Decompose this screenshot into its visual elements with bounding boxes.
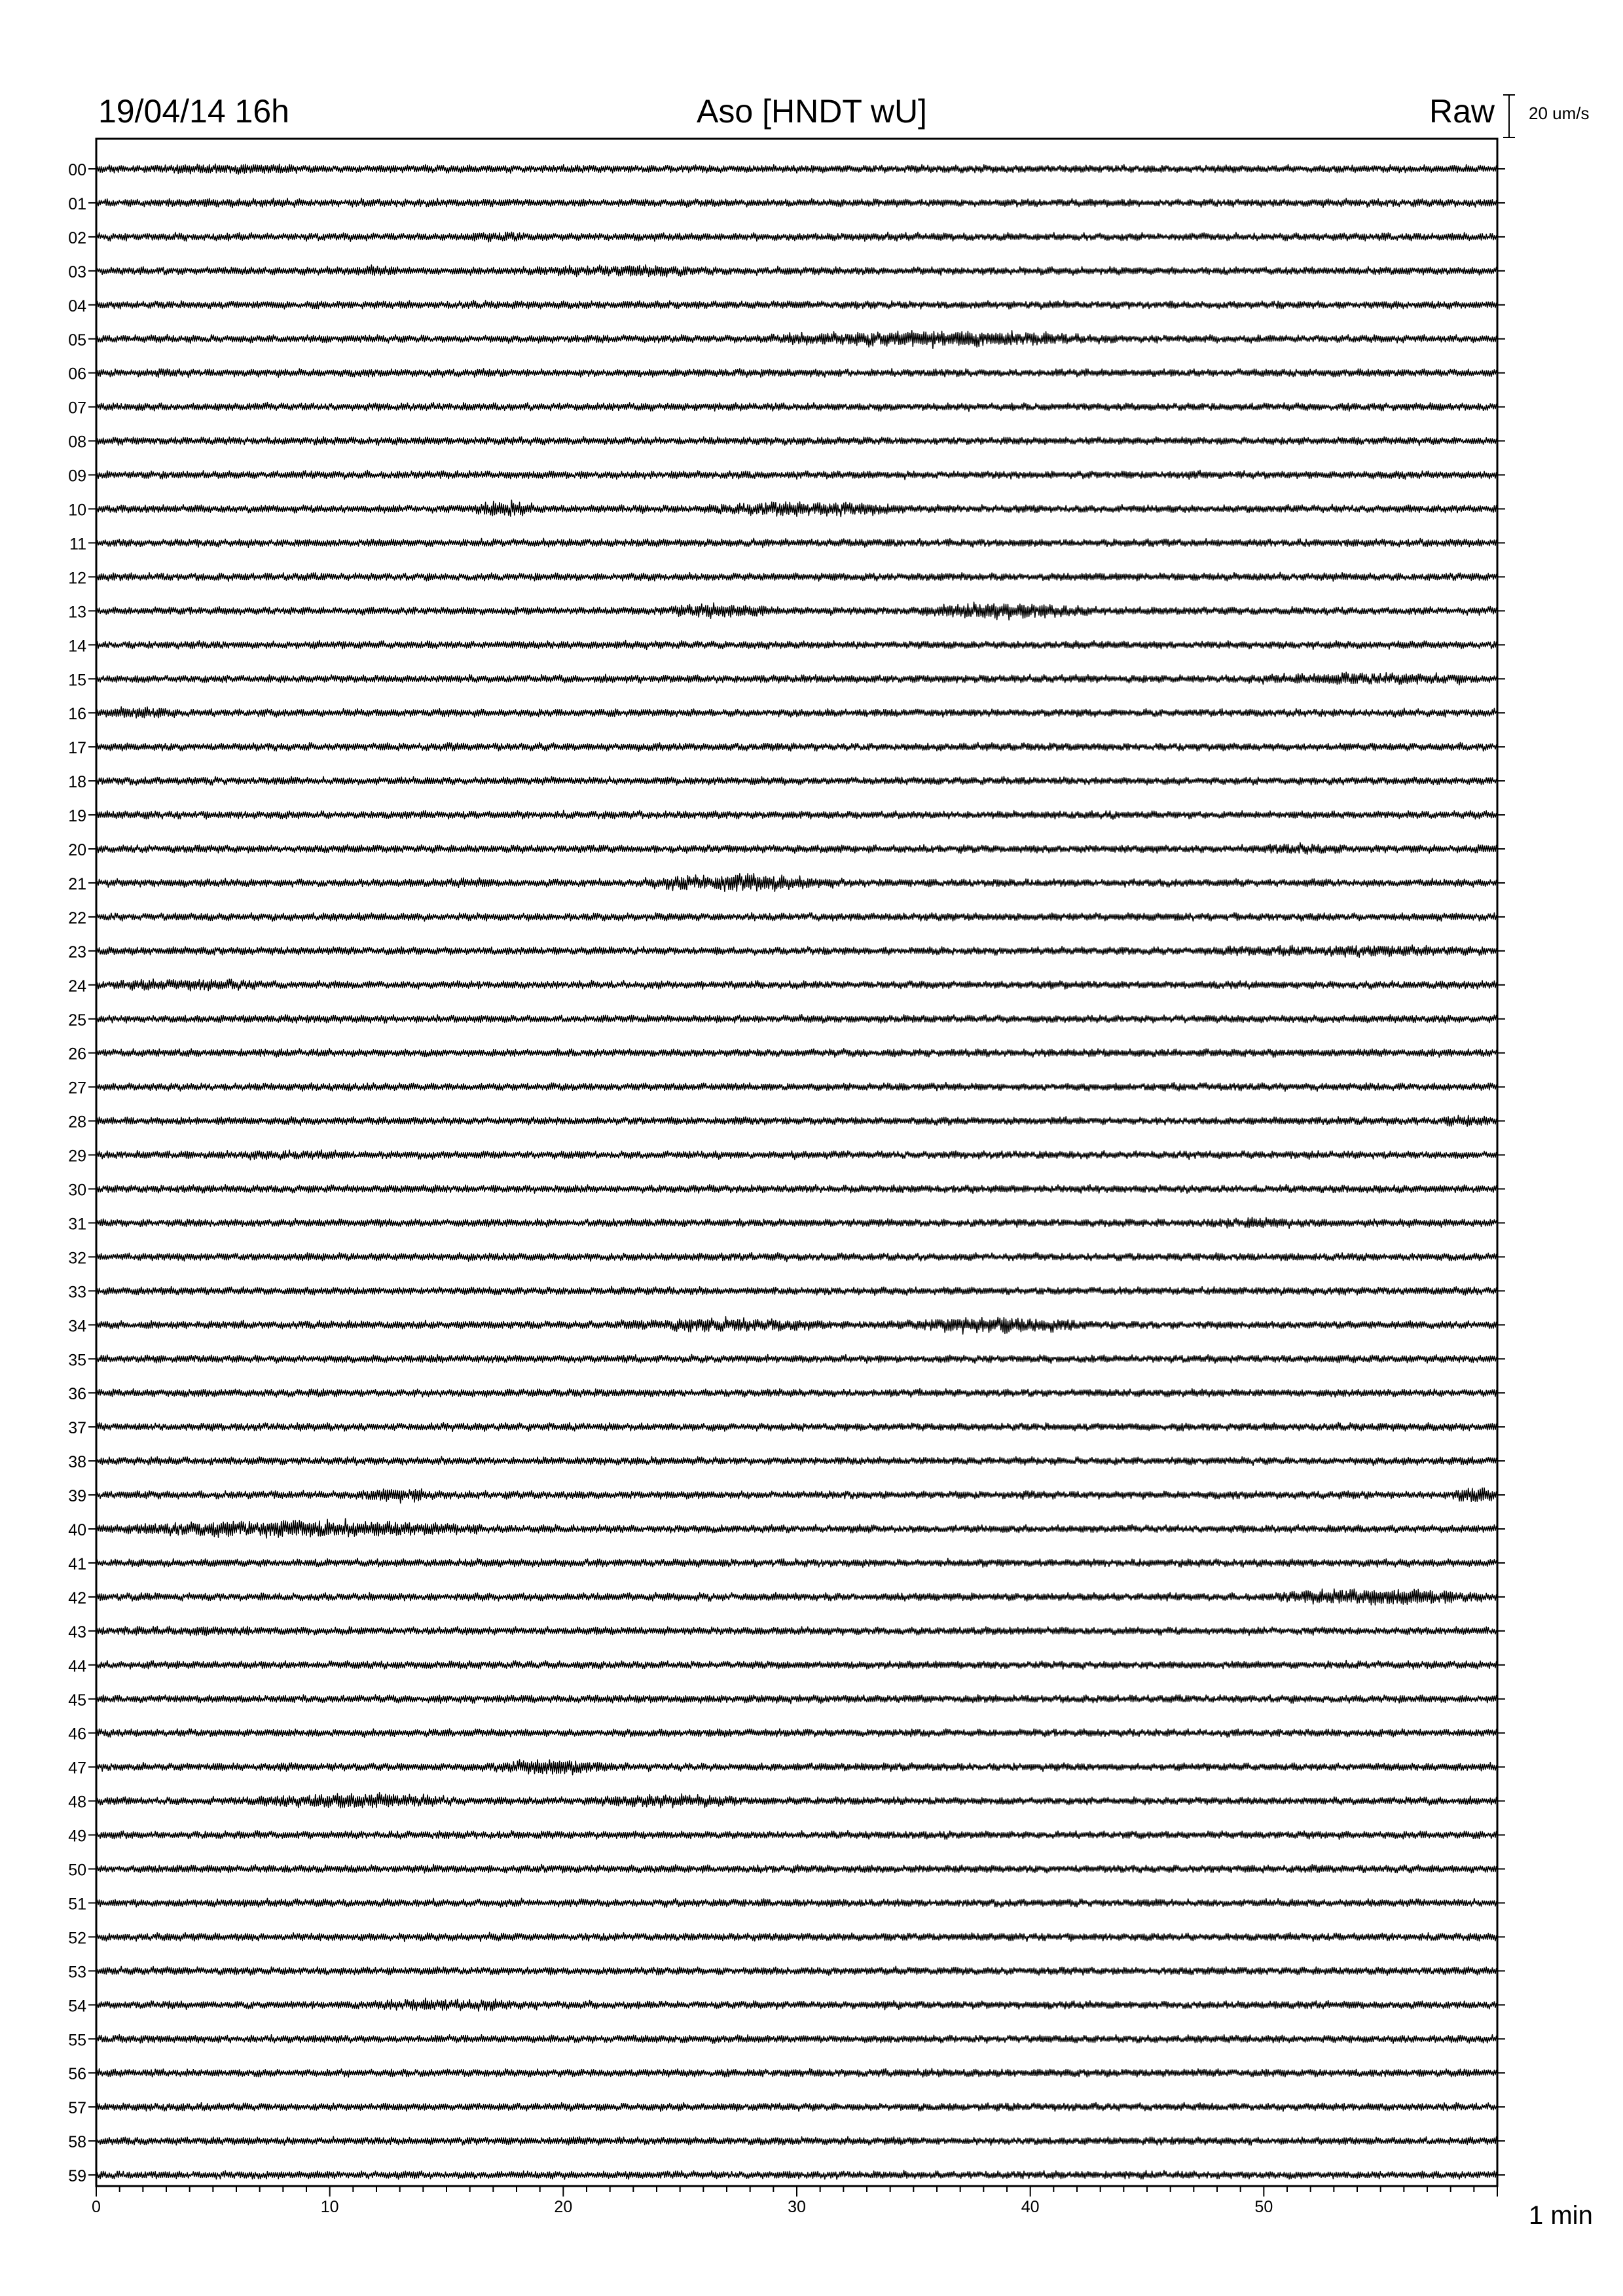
row-label: 45 <box>68 1691 86 1710</box>
row-label: 48 <box>68 1793 86 1812</box>
trace-line <box>96 1932 1497 1941</box>
row-label: 08 <box>68 433 86 452</box>
row-label: 41 <box>68 1554 86 1573</box>
x-tick-label: 20 <box>554 2198 573 2216</box>
row-label: 10 <box>68 501 86 520</box>
trace-line <box>96 1966 1497 1975</box>
row-label: 38 <box>68 1453 86 1472</box>
trace-line <box>96 2102 1497 2111</box>
row-label: 28 <box>68 1113 86 1132</box>
trace-line <box>96 776 1497 785</box>
row-ticks <box>88 169 1505 2175</box>
trace-line <box>96 232 1497 242</box>
trace-line <box>96 368 1497 378</box>
trace-line <box>96 1456 1497 1465</box>
row-label: 06 <box>68 365 86 384</box>
x-tick-label: 0 <box>92 2198 101 2216</box>
trace-line <box>96 602 1497 620</box>
trace-line <box>96 198 1497 208</box>
row-label: 25 <box>68 1011 86 1030</box>
x-unit-label: 1 min <box>1529 2201 1593 2230</box>
trace-line <box>96 874 1497 892</box>
trace-line <box>96 1660 1497 1670</box>
row-label: 00 <box>68 161 86 179</box>
trace-line <box>96 470 1497 479</box>
row-label: 37 <box>68 1419 86 1438</box>
row-label: 33 <box>68 1283 86 1302</box>
trace-line <box>96 1049 1497 1058</box>
row-label: 42 <box>68 1588 86 1607</box>
trace-line <box>96 331 1497 348</box>
trace-line <box>96 500 1497 516</box>
trace-line <box>96 1389 1497 1397</box>
trace-line <box>96 1083 1497 1092</box>
row-label: 40 <box>68 1521 86 1539</box>
amplitude-scale-label: 20 um/s <box>1529 103 1590 123</box>
row-label: 30 <box>68 1181 86 1200</box>
row-label: 19 <box>68 807 86 826</box>
row-label: 39 <box>68 1487 86 1506</box>
trace-line <box>96 1488 1497 1503</box>
trace-line <box>96 1831 1497 1840</box>
trace-line <box>96 1558 1497 1568</box>
row-label: 57 <box>68 2099 86 2118</box>
row-labels <box>68 161 86 2185</box>
trace-line <box>96 742 1497 751</box>
trace-line <box>96 1217 1497 1229</box>
display-mode-label: Raw <box>1429 93 1495 130</box>
row-label: 29 <box>68 1147 86 1166</box>
trace-line <box>96 641 1497 650</box>
trace-line <box>96 437 1497 446</box>
trace-line <box>96 810 1497 819</box>
row-label: 52 <box>68 1929 86 1948</box>
row-label: 34 <box>68 1317 86 1336</box>
row-label: 32 <box>68 1249 86 1268</box>
row-label: 55 <box>68 2031 86 2050</box>
station-title: Aso [HNDT wU] <box>697 93 927 130</box>
row-label: 20 <box>68 841 86 859</box>
trace-line <box>96 672 1497 685</box>
row-label: 11 <box>69 535 86 554</box>
row-label: 21 <box>68 874 86 893</box>
trace-line <box>96 1793 1497 1808</box>
row-label: 09 <box>68 467 86 486</box>
x-tick-label: 50 <box>1254 2198 1273 2216</box>
row-label: 46 <box>68 1725 86 1744</box>
trace-line <box>96 2136 1497 2145</box>
row-label: 07 <box>68 399 86 418</box>
row-label: 18 <box>68 773 86 792</box>
row-label: 49 <box>68 1827 86 1846</box>
row-label: 01 <box>68 194 86 213</box>
trace-line <box>96 945 1497 958</box>
trace-line <box>96 912 1497 921</box>
trace-line <box>96 1150 1497 1160</box>
trace-line <box>96 2170 1497 2179</box>
row-label: 04 <box>68 296 86 315</box>
row-label: 56 <box>68 2065 86 2084</box>
row-label: 15 <box>68 671 86 690</box>
row-label: 05 <box>68 331 86 350</box>
trace-line <box>96 1286 1497 1295</box>
trace-line <box>96 1760 1497 1775</box>
row-label: 44 <box>68 1657 86 1676</box>
row-label: 36 <box>68 1385 86 1404</box>
record-datetime: 19/04/14 16h <box>98 93 289 130</box>
row-label: 16 <box>68 705 86 724</box>
row-label: 02 <box>68 228 86 247</box>
trace-line <box>96 1253 1497 1262</box>
row-label: 22 <box>68 908 86 927</box>
x-tick-label: 30 <box>788 2198 806 2216</box>
trace-line <box>96 1729 1497 1737</box>
row-label: 27 <box>68 1079 86 1098</box>
trace-line <box>96 300 1497 310</box>
trace-line <box>96 1014 1497 1024</box>
row-label: 13 <box>68 603 86 622</box>
trace-line <box>96 842 1497 854</box>
x-axis <box>92 2186 1593 2230</box>
row-label: 47 <box>68 1759 86 1778</box>
trace-line <box>96 1626 1497 1636</box>
row-label: 17 <box>68 739 86 758</box>
x-tick-label: 10 <box>320 2198 339 2216</box>
trace-line <box>96 1317 1497 1335</box>
trace-rows <box>96 164 1497 2179</box>
row-label: 58 <box>68 2133 86 2152</box>
row-label: 26 <box>68 1045 86 1064</box>
row-label: 53 <box>68 1963 86 1982</box>
trace-line <box>96 403 1497 412</box>
trace-line <box>96 1695 1497 1704</box>
trace-line <box>96 1864 1497 1873</box>
row-label: 51 <box>68 1895 86 1914</box>
row-label: 23 <box>68 942 86 961</box>
trace-line <box>96 707 1497 718</box>
trace-line <box>96 1589 1497 1605</box>
row-label: 54 <box>68 1997 86 2016</box>
trace-line <box>96 2068 1497 2077</box>
x-tick-label: 40 <box>1021 2198 1040 2216</box>
trace-line <box>96 1998 1497 2011</box>
row-label: 50 <box>68 1861 86 1880</box>
row-label: 59 <box>68 2167 86 2186</box>
row-label: 14 <box>68 637 86 656</box>
row-label: 03 <box>68 262 86 281</box>
trace-line <box>96 1518 1497 1538</box>
trace-line <box>96 979 1497 991</box>
row-label: 12 <box>68 569 86 588</box>
trace-line <box>96 265 1497 278</box>
trace-line <box>96 538 1497 547</box>
trace-line <box>96 1898 1497 1907</box>
trace-line <box>96 1115 1497 1126</box>
row-label: 24 <box>68 977 86 996</box>
plot-frame <box>96 139 1497 2186</box>
row-label: 35 <box>68 1351 86 1370</box>
trace-line <box>96 1354 1497 1363</box>
row-label: 31 <box>68 1215 86 1234</box>
trace-line <box>96 1185 1497 1194</box>
row-label: 43 <box>68 1623 86 1641</box>
trace-line <box>96 1422 1497 1431</box>
trace-line <box>96 2035 1497 2044</box>
trace-line <box>96 164 1497 174</box>
trace-line <box>96 572 1497 581</box>
